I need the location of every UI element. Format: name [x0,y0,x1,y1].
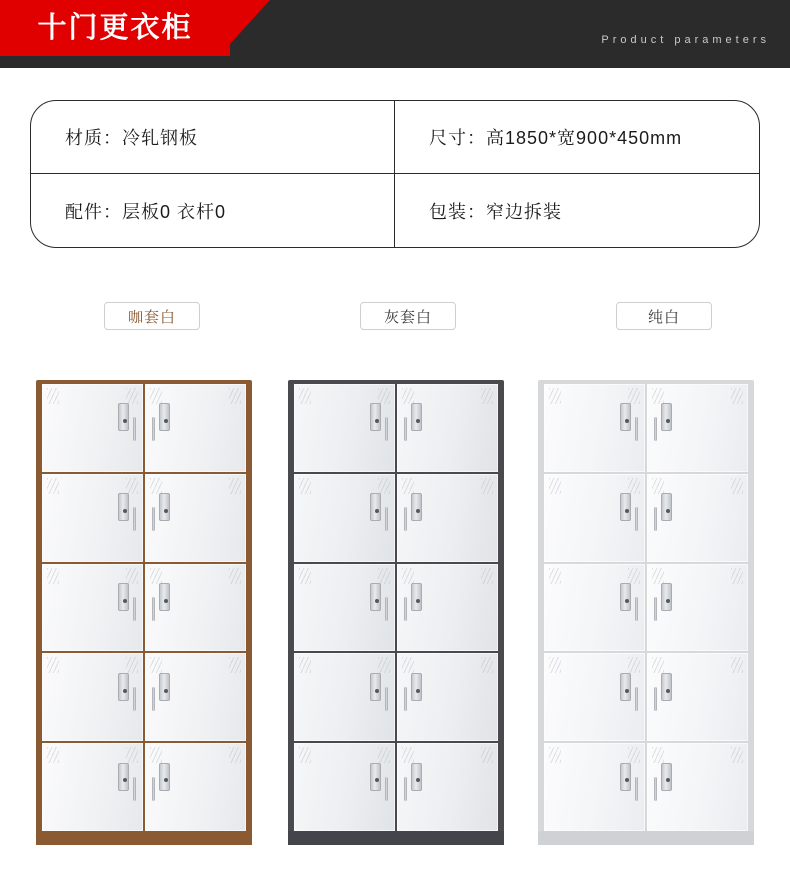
color-option-label-gray-white [360,302,456,330]
keyhole-icon [375,509,379,513]
handle-icon [654,597,657,621]
color-option-label-coffee-white [104,302,200,330]
locker-door [397,564,498,652]
vent-icon [378,747,390,763]
vent-icon [378,568,390,584]
vent-icon [481,568,493,584]
handle-icon [654,417,657,441]
handle-icon [404,417,407,441]
locker-door [544,474,645,562]
color-option-text: 灰套白 [383,308,432,326]
lock-icon [159,493,170,521]
table-row [31,101,759,174]
lock-icon [159,673,170,701]
keyhole-icon [123,509,127,513]
locker-door [397,743,498,831]
parameters-table [30,100,760,248]
vent-icon [628,478,640,494]
locker-door [145,384,246,472]
keyhole-icon [625,689,629,693]
color-option-label-pure-white [616,302,712,330]
page-title: 十门更衣柜 [37,11,193,44]
handle-icon [152,507,155,531]
keyhole-icon [666,599,670,603]
handle-icon [385,417,388,441]
locker-door [647,564,748,652]
lock-icon [159,763,170,791]
lock-icon [661,403,672,431]
param-material-text: 材质：冷轧钢板 [65,128,198,148]
vent-icon [731,388,743,404]
keyhole-icon [666,509,670,513]
locker-door [42,474,143,562]
vent-icon [652,478,664,494]
lock-icon [661,763,672,791]
locker-door [42,384,143,472]
door-grid [294,384,498,831]
vent-icon [402,657,414,673]
locker-door [397,474,498,562]
keyhole-icon [666,689,670,693]
color-option-text: 纯白 [647,308,680,326]
param-cell-material [31,101,395,173]
handle-icon [133,687,136,711]
vent-icon [628,388,640,404]
locker-door [42,564,143,652]
handle-icon [404,597,407,621]
locker-door [145,564,246,652]
vent-icon [229,657,241,673]
lock-icon [411,403,422,431]
title-banner [0,0,230,56]
vent-icon [481,388,493,404]
lock-icon [620,673,631,701]
handle-icon [635,687,638,711]
vent-icon [549,568,561,584]
keyhole-icon [123,599,127,603]
vent-icon [150,568,162,584]
vent-icon [299,388,311,404]
handle-icon [654,507,657,531]
lock-icon [620,763,631,791]
vent-icon [229,388,241,404]
vent-icon [126,657,138,673]
keyhole-icon [123,419,127,423]
vent-icon [378,388,390,404]
handle-icon [635,777,638,801]
lock-icon [661,583,672,611]
vent-icon [47,568,59,584]
vent-icon [402,478,414,494]
handle-icon [654,687,657,711]
locker-door [647,743,748,831]
keyhole-icon [164,689,168,693]
locker-door [544,384,645,472]
vent-icon [731,478,743,494]
handle-icon [152,777,155,801]
vent-icon [378,657,390,673]
keyhole-icon [375,599,379,603]
locker-door [42,743,143,831]
keyhole-icon [625,599,629,603]
vent-icon [150,388,162,404]
vent-icon [126,388,138,404]
vent-icon [481,657,493,673]
vent-icon [628,747,640,763]
vent-icon [299,657,311,673]
locker-door [294,564,395,652]
lock-icon [370,583,381,611]
lock-icon [118,763,129,791]
vent-icon [126,568,138,584]
header-subtitle: Product parameters [601,34,770,46]
vent-icon [47,478,59,494]
keyhole-icon [625,778,629,782]
locker-door [397,384,498,472]
lock-icon [661,493,672,521]
product-image-pure-white [538,380,754,845]
vent-icon [47,747,59,763]
vent-icon [378,478,390,494]
door-grid [42,384,246,831]
vent-icon [628,657,640,673]
param-cell-accessories [31,174,395,247]
vent-icon [731,747,743,763]
keyhole-icon [375,689,379,693]
locker-door [397,653,498,741]
cabinet-base [538,831,754,845]
vent-icon [126,478,138,494]
handle-icon [635,597,638,621]
handle-icon [385,507,388,531]
vent-icon [150,478,162,494]
locker-door [544,743,645,831]
vent-icon [402,568,414,584]
param-packaging-text: 包装：窄边拆装 [429,201,562,222]
lock-icon [620,493,631,521]
product-image-coffee-white [36,380,252,845]
vent-icon [549,657,561,673]
vent-icon [402,747,414,763]
locker-door [145,653,246,741]
handle-icon [404,687,407,711]
handle-icon [635,507,638,531]
locker-door [647,384,748,472]
lock-icon [370,673,381,701]
lock-icon [370,403,381,431]
keyhole-icon [375,778,379,782]
lock-icon [411,493,422,521]
lock-icon [620,403,631,431]
product-image-gray-white [288,380,504,845]
vent-icon [229,478,241,494]
vent-icon [150,747,162,763]
keyhole-icon [123,689,127,693]
keyhole-icon [625,419,629,423]
handle-icon [635,417,638,441]
keyhole-icon [123,778,127,782]
locker-door [294,653,395,741]
table-row [31,174,759,247]
lock-icon [661,673,672,701]
keyhole-icon [164,509,168,513]
vent-icon [731,657,743,673]
vent-icon [299,568,311,584]
handle-icon [385,777,388,801]
page-header [0,0,790,68]
locker-door [145,743,246,831]
lock-icon [411,763,422,791]
param-size-text: 尺寸：高1850*宽900*450mm [429,128,683,148]
vent-icon [229,747,241,763]
handle-icon [152,597,155,621]
lock-icon [118,583,129,611]
handle-icon [404,507,407,531]
locker-door [544,653,645,741]
lock-icon [411,673,422,701]
lock-icon [159,403,170,431]
vent-icon [47,657,59,673]
handle-icon [152,417,155,441]
vent-icon [549,478,561,494]
vent-icon [47,388,59,404]
handle-icon [654,777,657,801]
vent-icon [481,747,493,763]
keyhole-icon [416,509,420,513]
handle-icon [385,687,388,711]
vent-icon [652,657,664,673]
locker-door [544,564,645,652]
vent-icon [652,568,664,584]
locker-door [294,474,395,562]
vent-icon [402,388,414,404]
keyhole-icon [375,419,379,423]
handle-icon [404,777,407,801]
vent-icon [652,388,664,404]
vent-icon [229,568,241,584]
handle-icon [133,507,136,531]
vent-icon [549,747,561,763]
lock-icon [118,673,129,701]
handle-icon [152,687,155,711]
lock-icon [370,493,381,521]
vent-icon [299,747,311,763]
lock-icon [370,763,381,791]
param-accessories-text: 配件：层板0 衣杆0 [65,201,227,222]
param-cell-size [395,101,759,173]
vent-icon [628,568,640,584]
handle-icon [133,777,136,801]
vent-icon [126,747,138,763]
lock-icon [118,493,129,521]
handle-icon [133,597,136,621]
vent-icon [549,388,561,404]
locker-door [42,653,143,741]
cabinet-base [288,831,504,845]
locker-door [294,384,395,472]
lock-icon [411,583,422,611]
handle-icon [385,597,388,621]
locker-door [647,474,748,562]
banner-notch-shape [230,0,270,44]
lock-icon [159,583,170,611]
locker-door [145,474,246,562]
param-cell-packaging [395,174,759,247]
door-grid [544,384,748,831]
lock-icon [620,583,631,611]
color-option-text: 咖套白 [127,308,176,326]
lock-icon [118,403,129,431]
keyhole-icon [164,599,168,603]
keyhole-icon [625,509,629,513]
cabinet-base [36,831,252,845]
vent-icon [299,478,311,494]
locker-door [294,743,395,831]
vent-icon [731,568,743,584]
vent-icon [150,657,162,673]
locker-door [647,653,748,741]
vent-icon [652,747,664,763]
keyhole-icon [416,689,420,693]
vent-icon [481,478,493,494]
handle-icon [133,417,136,441]
keyhole-icon [416,599,420,603]
